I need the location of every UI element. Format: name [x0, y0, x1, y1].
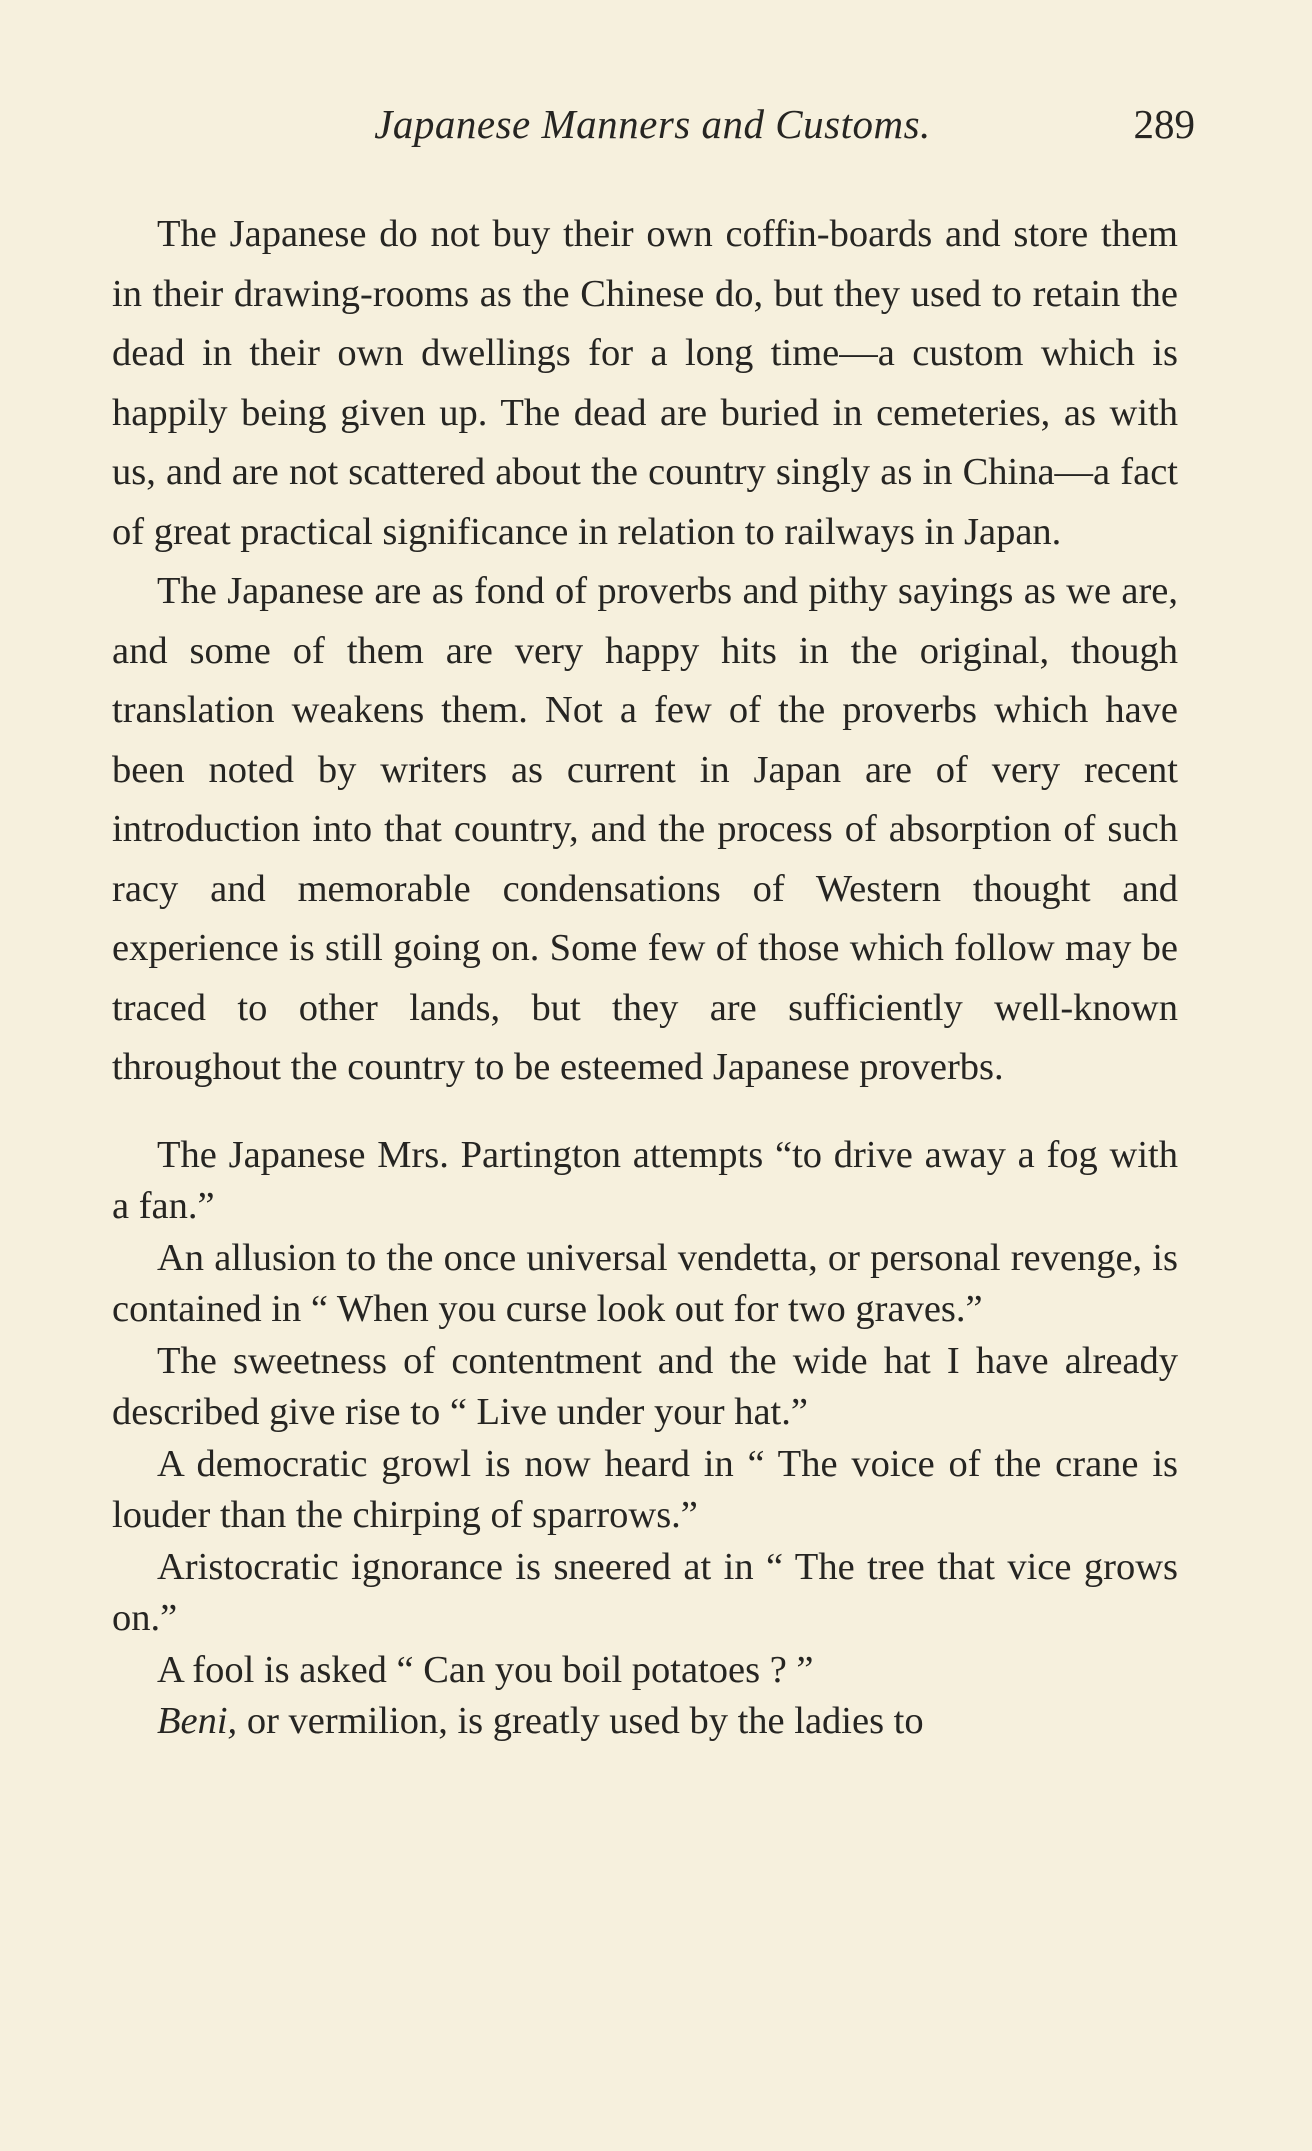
beni-term: Beni,: [157, 1700, 238, 1742]
proverb-hat: The sweetness of contentment and the wide hat I have already described give rise to “ Live under your hat.”: [112, 1339, 1178, 1433]
section-gap: [112, 1098, 1178, 1130]
proverb-crane: A democratic growl is now heard in “ The voice of the crane is louder than the chirping of sparrows.”: [112, 1442, 1178, 1536]
page-number: 289: [1133, 101, 1195, 147]
running-head-title: Japanese Manners and Customs.: [374, 101, 931, 147]
paragraph-proverbs-intro: The Japanese are as fond of proverbs and pithy sayings as we are, and some of them are very happy hits in the original, though translation weakens them. Not a few of the proverbs which have been noted by writers as current in Japan are of very recent introduction into that country, and the process of absorption of such racy and memorable condensations of Western thought and experience is still going on. Some few of those which follow may be traced to other lands, but they are sufficiently well-known throughout the country to be esteemed Japanese proverbs.: [112, 570, 1178, 1088]
paragraph-beni: [112, 1696, 1178, 1748]
proverb-two-graves: An allusion to the once universal vendetta, or personal revenge, is contained in “ When you curse look out for two graves.”: [112, 1236, 1178, 1330]
proverbs-list: [112, 1130, 1178, 1748]
paragraph-coffins: The Japanese do not buy their own coffin-boards and store them in their drawing-rooms as the Chinese do, but they used to retain the dead in their own dwellings for a long time—a custom which is happily being given up. The dead are buried in cemeteries, as with us, and are not scattered about the country singly as in China—a fact of great practical significance in relation to railways in Japan.: [112, 213, 1178, 553]
beni-rest: or vermilion, is greatly used by the ladies to: [237, 1700, 924, 1742]
proverb-fog-fan: The Japanese Mrs. Partington attempts “to drive away a fog with a fan.”: [112, 1133, 1178, 1227]
proverb-tree-vice: Aristocratic ignorance is sneered at in “ The tree that vice grows on.”: [112, 1545, 1178, 1639]
running-head: [110, 100, 1195, 160]
body-text: [112, 205, 1178, 1748]
proverb-potatoes: A fool is asked “ Can you boil potatoes ? ”: [157, 1648, 814, 1691]
